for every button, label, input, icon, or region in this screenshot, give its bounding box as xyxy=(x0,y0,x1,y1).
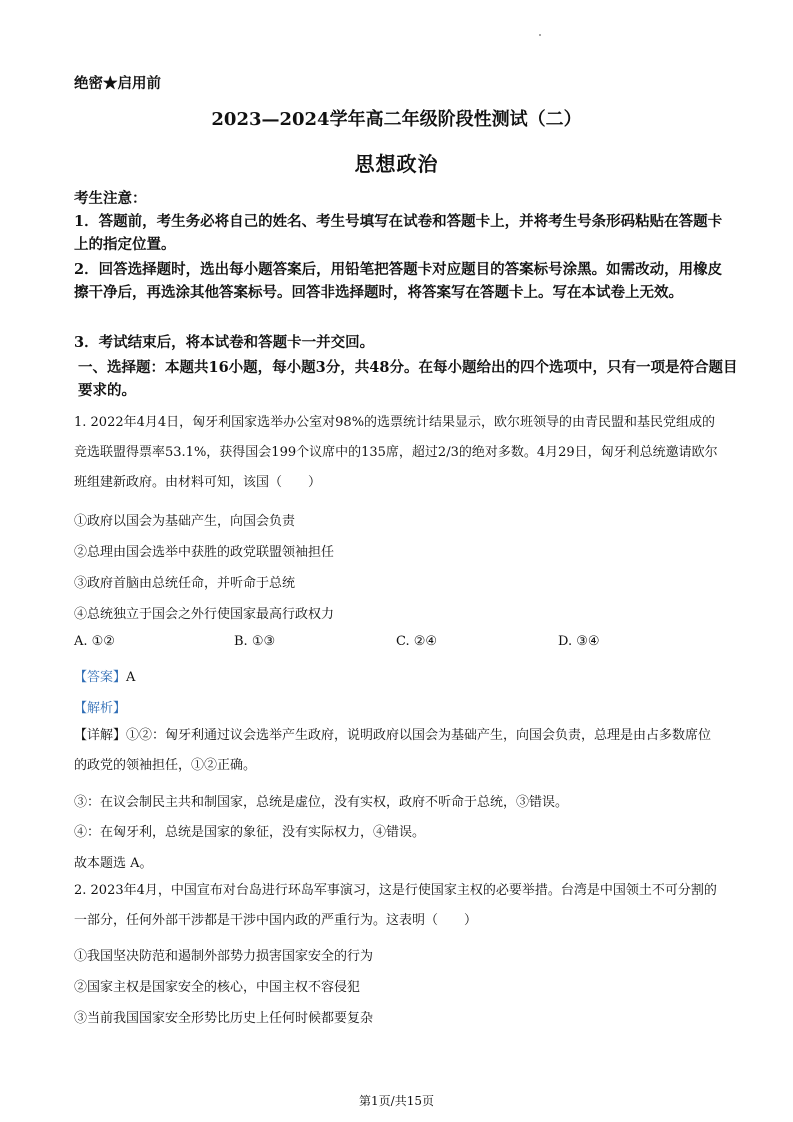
scan-dot xyxy=(539,34,541,36)
q1-option-c: C. ②④ xyxy=(396,634,438,649)
subject-title: 思想政治 xyxy=(354,152,439,176)
q1-conclusion: 故本题选 A。 xyxy=(74,856,153,871)
q2-statement-1: ①我国坚决防范和遏制外部势力损害国家安全的行为 xyxy=(74,949,374,964)
q1-option-b: B. ①③ xyxy=(234,634,276,649)
q1-answer-line xyxy=(74,666,135,685)
q1-statement-3: ③政府首脑由总统任命，并听命于总统 xyxy=(74,576,296,591)
q1-detail-3: ④：在匈牙利，总统是国家的象征，没有实际权力，④错误。 xyxy=(74,825,426,840)
q1-statement-1: ①政府以国会为基础产生，向国会负责 xyxy=(74,514,296,529)
q2-statement-2: ②国家主权是国家安全的核心，中国主权不容侵犯 xyxy=(74,980,361,995)
q1-statement-2: ②总理由国会选举中获胜的政党联盟领袖担任 xyxy=(74,545,335,560)
page-footer: 第1页/共15页 xyxy=(359,1094,434,1108)
q1-option-a: A. ①② xyxy=(74,634,115,649)
question-2-stem: 2. 2023年4月，中国宣布对台岛进行环岛军事演习，这是行使国家主权的必要举措。台湾是中国领土不可分割的一部分，任何外部干涉都是干涉中国内政的严重行为。这表明（ ） xyxy=(74,883,717,928)
notice-item-2: 2．回答选择题时，选出每小题答案后，用铅笔把答题卡对应题目的答案标号涂黑。如需改动，用橡皮擦干净后，再选涂其他答案标号。回答非选择题时，将答案写在答题卡上。写在本试卷上无效。 xyxy=(74,261,723,301)
q1-statement-4: ④总统独立于国会之外行使国家最高行政权力 xyxy=(74,607,335,622)
q2-statement-3: ③当前我国国家安全形势比历史上任何时候都要复杂 xyxy=(74,1011,374,1026)
notice-item-3: 3．考试结束后，将本试卷和答题卡一并交回。 xyxy=(74,334,375,351)
detail-tag: 【详解】 xyxy=(74,728,127,743)
answer-value: A xyxy=(126,670,136,685)
confidential-label: 绝密★启用前 xyxy=(74,75,161,92)
answer-tag: 【答案】 xyxy=(74,670,127,685)
section-heading: 一、选择题：本题共16小题，每小题3分，共48分。在每小题给出的四个选项中，只有一项是符合题目要求的。 xyxy=(78,359,738,399)
exam-title: 2023—2024学年高二年级阶段性测试（二） xyxy=(211,109,582,130)
q1-detail-2: ③：在议会制民主共和制国家，总统是虚位，没有实权，政府不听命于总统，③错误。 xyxy=(74,795,569,810)
q1-detail-1 xyxy=(74,721,724,781)
notice-heading: 考生注意： xyxy=(74,190,147,207)
q1-option-d: D. ③④ xyxy=(558,634,600,649)
question-1-stem: 1. 2022年4月4日，匈牙利国家选举办公室对98%的选票统计结果显示，欧尔班领导的由青民盟和基民党组成的竞选联盟得票率53.1%，获得国会199个议席中的135席，超过2/3的绝对多数。4月29日，匈牙利总统邀请欧尔班组建新政府。由材料可知，该国（ ） xyxy=(74,415,718,490)
analysis-tag: 【解析】 xyxy=(74,701,127,716)
notice-item-1: 1．答题前，考生务必将自己的姓名、考生号填写在试卷和答题卡上，并将考生号条形码粘贴在答题卡上的指定位置。 xyxy=(74,213,723,253)
detail-text-1: ①②：匈牙利通过议会选举产生政府，说明政府以国会为基础产生，向国会负责，总理是由占多数席位的政党的领袖担任，①②正确。 xyxy=(74,728,712,773)
